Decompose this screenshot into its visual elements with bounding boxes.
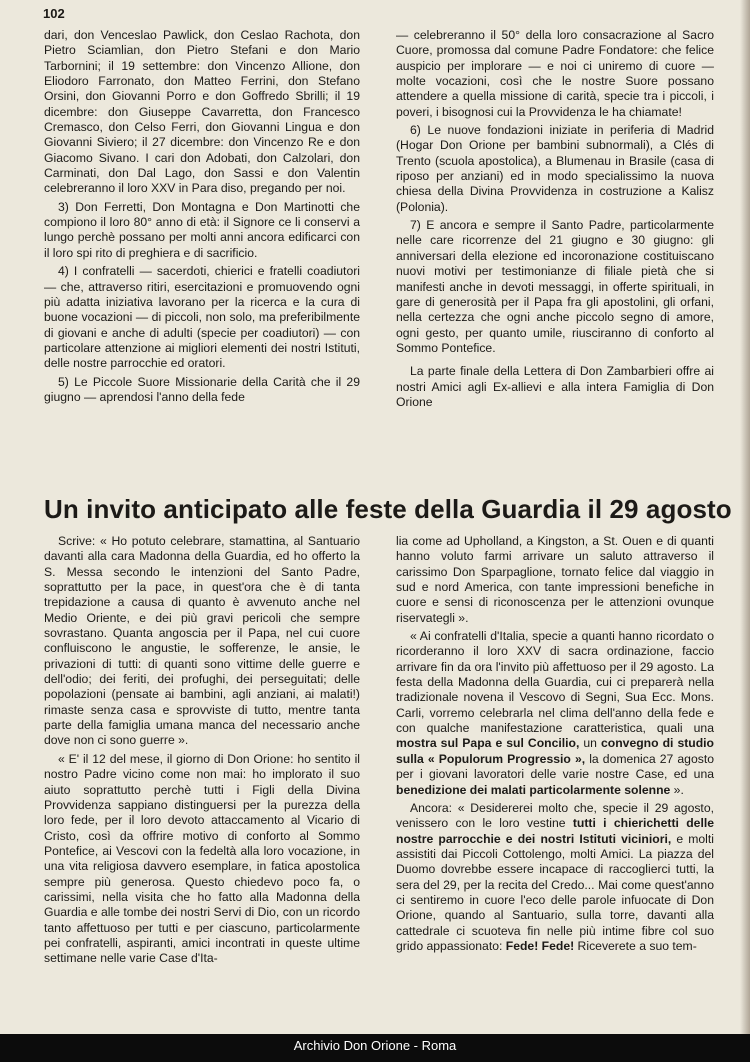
top-left-column (44, 28, 360, 408)
paragraph: 4) I confratelli — sacerdoti, chierici e fratelli coadiutori — che, attraverso ritiri, esercitazioni e promuovendo ogni più adatta iniziativa lavorano per la ricerca e la cura di buone vocazioni — di piccoli, non solo, ma preferibilmente di giovani e anche di adulti (specie per coadiutori) — con particolare attenzione ai migliori elementi dei nostri Istituti, delle nostre parrocchie ed oratori. (44, 264, 360, 371)
paragraph: 3) Don Ferretti, Don Montagna e Don Martinotti che compiono il loro 80° anno di età: il Signore ce li conservi a lungo perchè possano per molti anni ancora edificarci con il loro spi rito di preghiera e di sacrificio. (44, 199, 360, 260)
text-run: Ancora: « Desidererei molto che, specie il 29 agosto, venissero con le loro vestine (396, 800, 714, 831)
paragraph: « E' il 12 del mese, il giorno di Don Orione: ho sentito il nostro Padre vicino come non mai: ho implorato il suo aiuto soprattutto perchè tutti i Figli della Divina Provvidenza sappiano distinguersi per la purezza della loro fede, per il loro devoto attaccamento al Vicario di Cristo, così da offrire motivo di conforto al Sommo Pontefice, ai Vescovi con la fedeltà alla loro vocazione, in una vita religiosa davvero esemplare, in fatica apostolica sempre più generosa. Questo chiedevo poco fa, o carissimi, nella visita che ho fatto alla Madonna della Guardia e alle tombe dei nostri Servi di Dio, con un ricordo tanto affettuoso per tutti e per ciascuno, particolarmente pei confratelli, aspiranti, amici incontrati in queste ultime settimane nelle varie Case d'Ita- (44, 751, 360, 966)
text-run: Riceverete a suo tem- (574, 938, 697, 953)
text-run: un (579, 736, 601, 751)
text-run: « Ai confratelli d'Italia, specie a quanti hanno ricordato o ricorderanno il loro XXV di sacra ordinazione, faccio arrivare fin da ora l'invito più affettuoso per il 29 agosto. La festa della Madonna della Guardia, cui ci preparerà nella tradizionale novena il Vescovo di Segni, Sua Ecc. Mons. Carli, vorremo celebrarla nel clima dell'anno della fede e con qualche manifestazione caratteristica, quali una (396, 629, 714, 736)
paragraph: — celebreranno il 50° della loro consacrazione al Sacro Cuore, promossa dal comune Padre Fondatore: che felice auspicio per implorare — e noi ci uniremo di cuore — molte vocazioni, così che le nostre Suore possano attendere a quella missione di carità, specie tra i piccoli, i poveri, i bisognosi cui la Provvidenza le ha chiamate! (396, 28, 714, 119)
top-right-column (396, 28, 714, 413)
text-run: la domenica 27 agosto per i giovani lavoratori delle varie nostre Case, ed una (396, 751, 714, 782)
paragraph: 6) Le nuove fondazioni iniziate in periferia di Madrid (Hogar Don Orione per bambini subnormali), a Clés di Trento (scuola apostolica), a Blumenau in Brasile (casa di riposo per anziani) ed in modo specialissimo la nuova chiesa della Divina Provvidenza in costruzione a Kalisz (Polonia). (396, 123, 714, 214)
bold-text: tutti i chierichetti delle nostre parrocchie e dei nostri Istituti viciniori, (396, 816, 714, 846)
article-headline: Un invito anticipato alle feste della Guardia il 29 agosto (44, 494, 732, 524)
paragraph: lia come ad Upholland, a Kingston, a St. Ouen e di quanti hanno voluto farmi arrivare un saluto attraverso il carissimo Don Sparpaglione, tornato felice dal viaggio in sud e nord America, con tante impressioni benefiche in cuore e sensi di riconoscenza per le attenzioni ovunque riservategli ». (396, 534, 714, 625)
bottom-right-column (396, 534, 714, 957)
bottom-left-column (44, 534, 360, 970)
bold-text: convegno di studio sulla « Populorum Progressio », (396, 736, 715, 766)
page-edge-shadow (740, 0, 750, 1034)
text-run: e molti assistiti dai Piccoli Cottolengo, molti Amici. La piazza del Duomo dovrebbe essere incapace di raccoglierci tutti, la sera del 29, per la recita del Credo... Mai come quest'anno ci sentiremo in cuore l'eco delle parole infuocate di Don Orione, quando al Santuario, sulla torre, davanti alla cattedrale ci scuoteva fin nelle più intime fibre col suo grido appassionato: (396, 831, 714, 953)
paragraph: Scrive: « Ho potuto celebrare, stamattina, al Santuario davanti alla cara Madonna della Guardia, ed ho offerto la S. Messa secondo le intenzioni del Santo Padre, soprattutto per la pace, in quest'ora che è di tanta trepidazione a causa di quanto è avvenuto anche nel Medio Oriente, e dei più gravi pericoli che sempre sovrastano. Quanta angoscia per il Papa, nel cui cuore confluiscono le angustie, le sofferenze, le ansie, le privazioni di tutti: di quanti sono vittime delle guerre e dell'odio; dei feriti, dei profughi, dei perseguitati; delle popolazioni (pensate ai bambini, agli anziani, ai malati!) rimaste senza casa e sprovviste di tutto, mentre tanta parte della famiglia umana manca del necessario anche dove non ci sono guerre ». (44, 534, 360, 748)
archive-footer-text: Archivio Don Orione - Roma (293, 1038, 457, 1053)
paragraph: 5) Le Piccole Suore Missionarie della Carità che il 29 giugno — aprendosi l'anno della fede (44, 374, 360, 404)
page-number: 102 (43, 6, 65, 21)
paragraph (396, 629, 714, 798)
paragraph (396, 801, 714, 954)
text-run: ». (670, 782, 684, 797)
bold-text: benedizione dei malati particolarmente solenne (396, 782, 671, 797)
bold-text: mostra sul Papa e sul Concilio, (396, 736, 580, 751)
paragraph: 7) E ancora e sempre il Santo Padre, particolarmente nelle care ricorrenze del 21 giugno e 30 giugno: gli anniversari della elezione ed incoronazione costituiscano nuovi motivi per testimonianze di filiale pietà che si manifesti anche in devoti messaggi, in offerte spirituali, in gare di generosità per il Papa fra gli apostolini, gli orfani, nella certezza che ogni anche piccolo segno di amore, ogni gesto, per quanto umile, riusciranno di conforto al Sommo Pontefice. (396, 218, 714, 355)
paragraph: La parte finale della Lettera di Don Zambarbieri offre ai nostri Amici agli Ex-allievi e alla intera Famiglia di Don Orione (396, 364, 714, 409)
paragraph: dari, don Venceslao Pawlick, don Ceslao Rachota, don Pietro Sciamlian, don Pietro Stefani e don Mario Tarbornini; il 19 settembre: don Vincenzo Allione, don Eliodoro Farronato, don Matteo Ferrini, don Stefano Orsini, don Giovanni Porro e don Goffredo Sbrilli; il 19 dicembre: don Giuseppe Cavarretta, don Francesco Cremasco, don Celso Ferri, don Giovanni Lingua e don Giovanni Siviero; il 27 dicembre: don Vincenzo Re e don Giacomo Sivano. I cari don Adobati, don Calzolari, don Carminati, don Dal Lago, don Sassi e don Valentin celebreranno il loro XXV in Para diso, pregando per noi. (44, 28, 360, 196)
bold-text: Fede! Fede! (505, 938, 575, 953)
